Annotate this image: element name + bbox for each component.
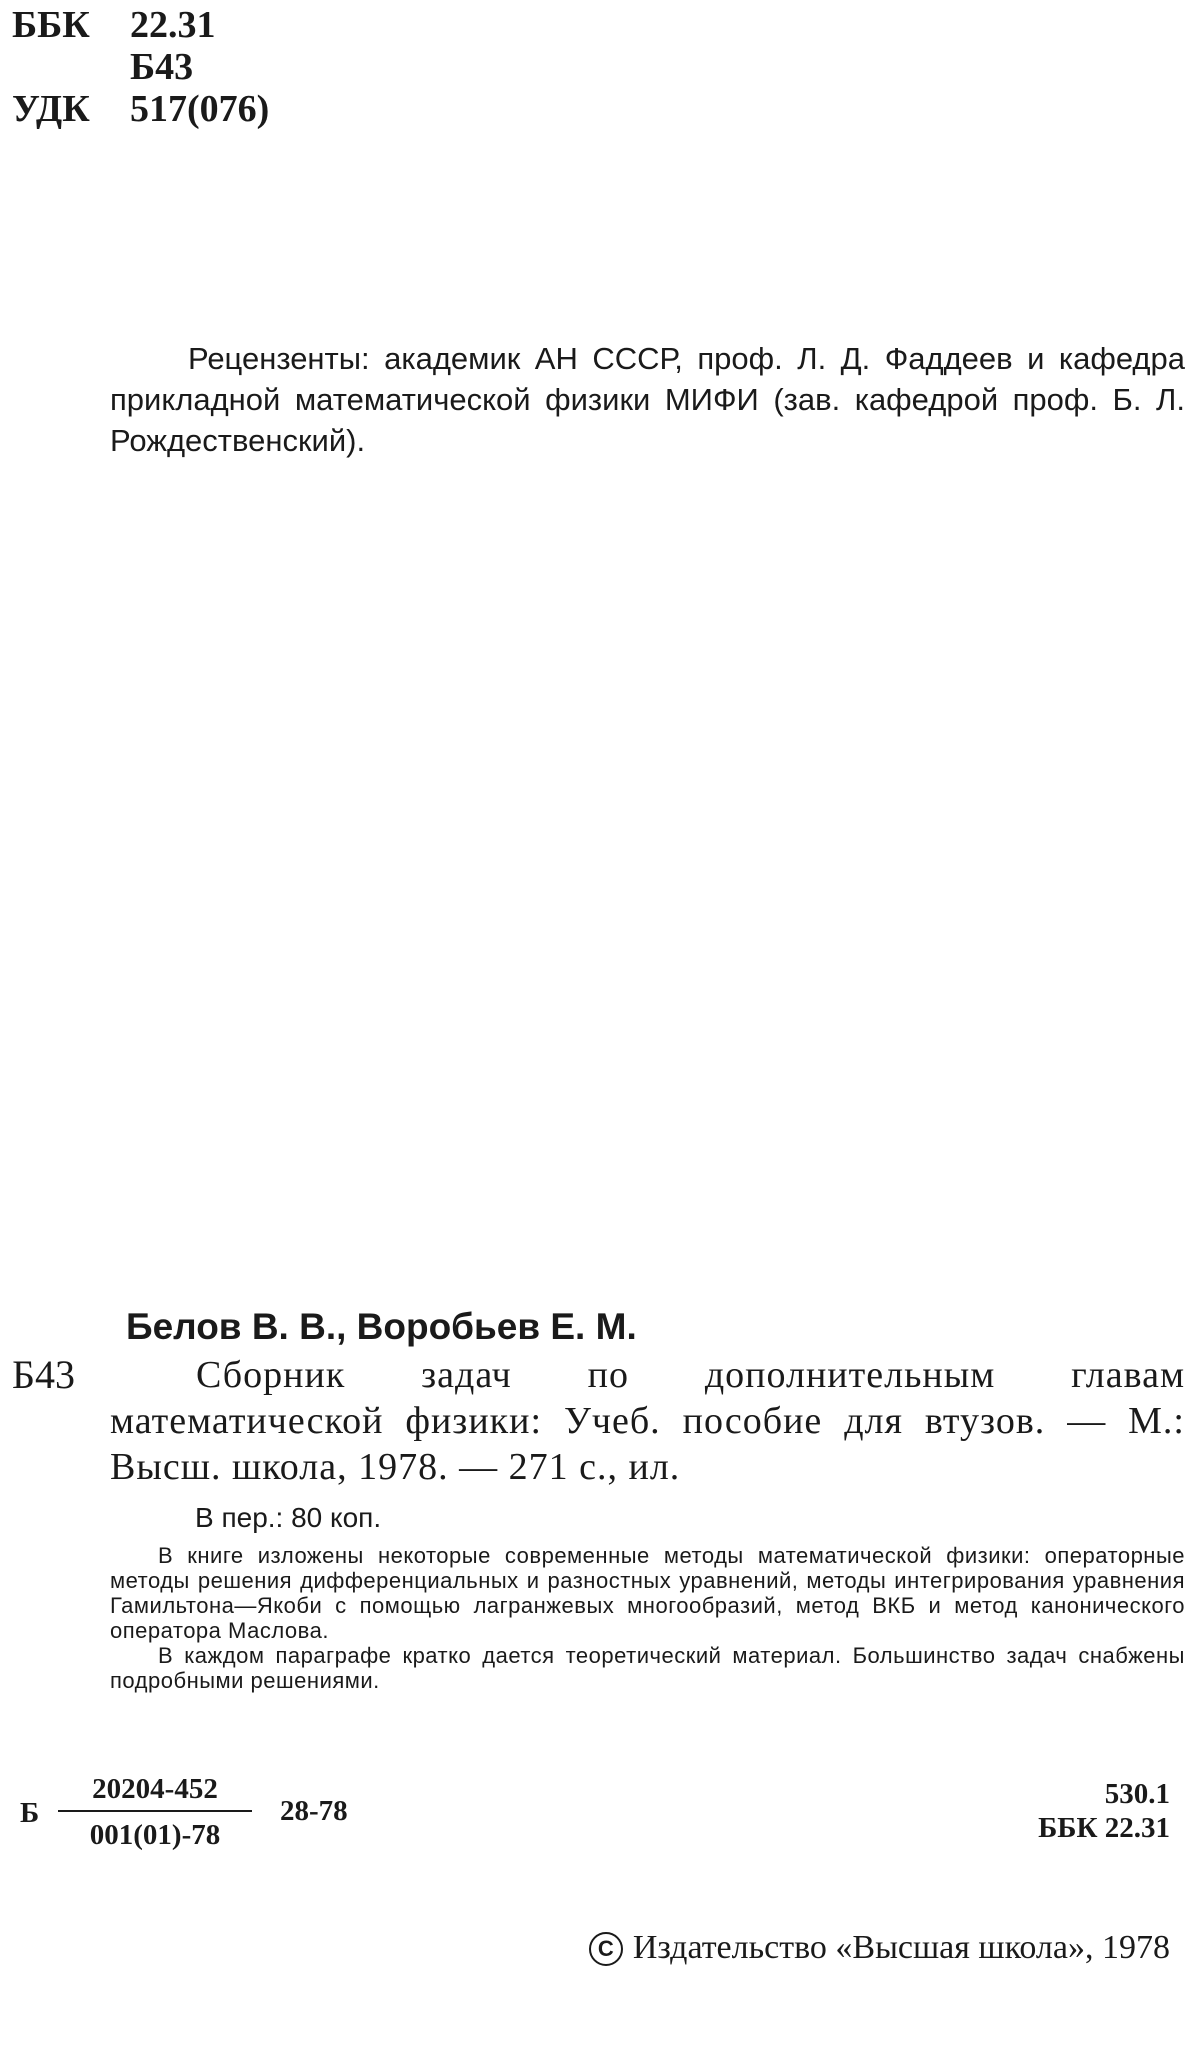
author-mark: Б43 bbox=[130, 46, 194, 88]
card-code: Б43 bbox=[12, 1352, 75, 1397]
bbk-code: 22.31 bbox=[130, 4, 216, 46]
right-code-bottom: ББК 22.31 bbox=[1038, 1812, 1170, 1844]
copyright-text: Издательство «Высшая школа», 1978 bbox=[632, 1929, 1170, 1966]
fraction-numerator: 20204-452 bbox=[92, 1773, 218, 1805]
card-annotation bbox=[110, 1543, 1185, 1693]
bbk-label: ББК bbox=[12, 4, 90, 46]
copyright-icon: C bbox=[589, 1932, 623, 1966]
right-code-top: 530.1 bbox=[1104, 1778, 1170, 1810]
udk-label: УДК bbox=[12, 88, 90, 130]
udk-line bbox=[12, 88, 269, 130]
author-mark-line bbox=[12, 46, 269, 88]
bbk-line bbox=[12, 4, 269, 46]
udk-code: 517(076) bbox=[130, 88, 270, 130]
publication-code-side: 28-78 bbox=[280, 1795, 348, 1827]
card-bibliographic-description: Сборник задач по дополнительным главам математической физики: Учеб. пособие для втузов. — М.: Высш. школа, 1978. — 271 с., ил. bbox=[110, 1354, 1185, 1488]
fraction-denominator: 001(01)-78 bbox=[58, 1810, 252, 1852]
right-codes bbox=[1038, 1777, 1170, 1845]
classification-block bbox=[12, 4, 269, 130]
copyright-line bbox=[589, 1928, 1170, 1968]
reviewers-paragraph: Рецензенты: академик АН СССР, проф. Л. Д. Фаддеев и кафедра прикладной математической физики МИФИ (зав. кафедрой проф. Б. Л. Рождественский). bbox=[110, 341, 1185, 458]
annotation-paragraph-2: В каждом параграфе кратко дается теоретический материал. Большинство задач снабжены подробными решениями. bbox=[110, 1643, 1185, 1693]
card-price: В пер.: 80 коп. bbox=[195, 1502, 382, 1533]
annotation-paragraph-1: В книге изложены некоторые современные методы математической физики: операторные методы решения дифференциальных и разностных уравнений, методы интегрирования уравнения Гамильтона—Якоби с помощью лагранжевых многообразий, метод ВКБ и метод канонического оператора Маслова. bbox=[110, 1543, 1185, 1643]
card-authors: Белов В. В., Воробьев Е. М. bbox=[126, 1306, 637, 1347]
publication-code-fraction bbox=[58, 1772, 252, 1852]
publication-code-letter: Б bbox=[20, 1797, 40, 1829]
